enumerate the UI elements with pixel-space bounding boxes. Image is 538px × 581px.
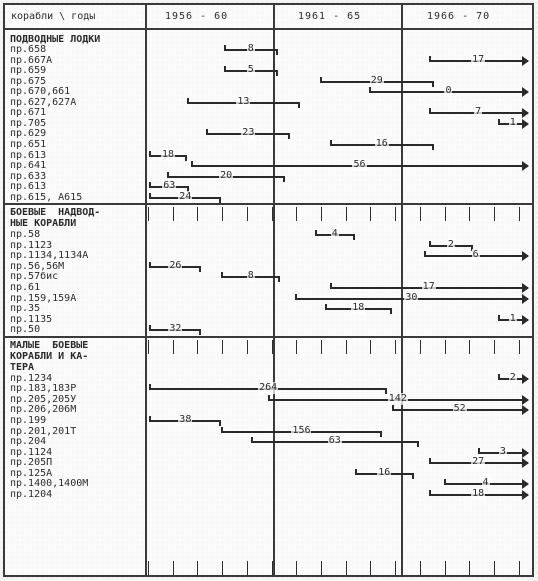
bar-start-mark	[187, 98, 189, 104]
year-tick	[370, 340, 371, 354]
year-tick	[420, 340, 421, 354]
ship-count-label: 63	[328, 435, 341, 447]
year-tick	[247, 207, 248, 221]
period-divider-1	[273, 5, 275, 575]
ship-count-label: 6	[472, 249, 479, 261]
ship-project-label: пр.201,201Т	[10, 425, 77, 437]
bar-start-mark	[206, 129, 208, 135]
year-tick	[296, 561, 297, 575]
bar-end-mark	[432, 81, 434, 87]
ship-project-label: пр.1234	[10, 372, 53, 384]
ship-count-label: 18	[472, 487, 485, 499]
bar-start-mark	[355, 469, 357, 475]
bar-start-mark	[429, 108, 431, 114]
ship-project-label: пр.199	[10, 414, 47, 426]
year-tick	[370, 207, 371, 221]
ship-project-label: пр.206,206М	[10, 404, 77, 416]
production-bar	[330, 283, 528, 293]
year-tick	[494, 561, 495, 575]
ship-project-label: пр.627,627А	[10, 96, 77, 108]
year-tick	[272, 561, 273, 575]
ship-count-label: 3	[499, 445, 506, 457]
production-bar	[149, 190, 221, 203]
year-tick	[494, 207, 495, 221]
bar-start-mark	[295, 294, 297, 300]
production-bar	[498, 116, 528, 129]
year-tick	[296, 207, 297, 221]
ship-count-label: 1	[509, 116, 516, 128]
ship-project-label: пр.205П	[10, 457, 53, 469]
bar-start-mark	[330, 283, 332, 289]
continues-arrow-icon	[522, 395, 529, 405]
year-tick	[197, 207, 198, 221]
bar-end-mark	[185, 155, 187, 161]
bar-start-mark	[149, 262, 151, 268]
ship-project-label: пр.1204	[10, 488, 53, 500]
bar-start-mark	[429, 241, 431, 247]
production-bar	[355, 466, 414, 479]
production-bar	[429, 487, 528, 500]
bar-end-mark	[219, 197, 221, 203]
ship-project-label: пр.651	[10, 138, 47, 150]
production-bar	[330, 137, 434, 150]
year-tick	[272, 340, 273, 354]
ship-count-label: 264	[259, 382, 278, 394]
ship-project-label: пр.57бис	[10, 271, 59, 283]
production-bar	[424, 251, 528, 261]
bar-end-mark	[288, 133, 290, 139]
ship-count-label: 29	[370, 74, 383, 86]
year-tick	[222, 340, 223, 354]
ship-count-label: 142	[388, 392, 407, 404]
bar-start-mark	[149, 325, 151, 331]
production-bar	[206, 129, 290, 139]
ship-project-label: пр.58	[10, 229, 41, 241]
bar-end-mark	[283, 176, 285, 182]
year-tick	[296, 340, 297, 354]
year-tick	[469, 207, 470, 221]
ship-count-label: 18	[162, 148, 175, 160]
ship-project-label: пр.1124	[10, 446, 53, 458]
continues-arrow-icon	[522, 490, 529, 500]
bar-start-mark	[149, 193, 151, 199]
bar-start-mark	[224, 66, 226, 72]
production-bar	[149, 413, 221, 426]
ship-count-label: 5	[247, 64, 254, 76]
ship-count-label: 156	[292, 424, 311, 436]
production-bar	[392, 405, 528, 415]
year-tick	[321, 207, 322, 221]
label-column-divider	[145, 5, 147, 575]
ship-count-label: 24	[179, 190, 192, 202]
bar-start-mark	[369, 87, 371, 93]
ship-count-label: 16	[375, 137, 388, 149]
bar-end-mark	[219, 420, 221, 426]
ship-count-label: 8	[247, 270, 254, 282]
bar-start-mark	[330, 140, 332, 146]
bar-start-mark	[191, 161, 193, 167]
continues-arrow-icon	[522, 251, 529, 261]
production-bar	[251, 437, 419, 447]
section-title: ПОДВОДНЫЕ ЛОДКИ	[10, 34, 101, 45]
ship-project-label: пр.658	[10, 44, 47, 55]
ship-count-label: 2	[509, 371, 516, 383]
bar-start-mark	[424, 251, 426, 257]
ship-count-label: 2	[447, 238, 454, 250]
bar-end-mark	[385, 388, 387, 394]
bar-start-mark	[498, 119, 500, 125]
production-bar	[221, 424, 382, 437]
ship-count-label: 26	[169, 259, 182, 271]
year-tick	[395, 340, 396, 354]
production-bar	[268, 392, 527, 405]
bar-end-mark	[380, 431, 382, 437]
ship-project-label: пр.1135	[10, 313, 53, 325]
year-tick	[247, 561, 248, 575]
year-tick	[519, 340, 520, 354]
production-bar	[149, 384, 386, 394]
ship-project-label: пр.613	[10, 181, 47, 193]
ship-count-label: 38	[179, 413, 192, 425]
continues-arrow-icon	[522, 161, 529, 171]
bar-end-mark	[390, 308, 392, 314]
bar-start-mark	[478, 448, 480, 454]
ship-count-label: 8	[247, 43, 254, 54]
bar-start-mark	[149, 151, 151, 157]
bar-start-mark	[167, 172, 169, 178]
production-bar	[429, 458, 528, 468]
ship-project-label: пр.35	[10, 303, 41, 315]
continues-arrow-icon	[522, 458, 529, 468]
bar-start-mark	[149, 384, 151, 390]
ship-count-label: 7	[475, 106, 482, 118]
bar-start-mark	[315, 230, 317, 236]
bar-start-mark	[221, 272, 223, 278]
ship-project-label: пр.613	[10, 149, 47, 161]
production-bar	[221, 272, 280, 282]
continues-arrow-icon	[522, 56, 529, 66]
production-bar	[498, 312, 528, 325]
period-header-2: 1961 - 65	[298, 11, 362, 22]
ship-project-label: пр.50	[10, 324, 41, 336]
ship-project-label: пр.667А	[10, 54, 53, 66]
production-bar	[444, 479, 528, 489]
year-tick	[346, 561, 347, 575]
production-bar	[320, 74, 434, 87]
ship-project-label: пр.56,56М	[10, 260, 65, 272]
year-tick	[346, 340, 347, 354]
year-tick	[321, 340, 322, 354]
year-tick	[148, 207, 149, 221]
year-tick	[445, 340, 446, 354]
production-bar	[149, 259, 201, 272]
year-tick	[469, 561, 470, 575]
period-header-3: 1966 - 70	[427, 11, 491, 22]
ship-count-label: 27	[472, 456, 485, 468]
year-tick	[148, 340, 149, 354]
bar-start-mark	[429, 490, 431, 496]
gantt-table	[3, 3, 534, 577]
bar-end-mark	[432, 144, 434, 150]
section-divider	[5, 336, 532, 338]
production-bar	[369, 87, 527, 97]
year-tick	[445, 561, 446, 575]
year-tick	[395, 561, 396, 575]
bar-end-mark	[276, 49, 278, 55]
continues-arrow-icon	[522, 119, 529, 129]
continues-arrow-icon	[522, 479, 529, 489]
section-divider	[5, 203, 532, 205]
year-tick	[222, 561, 223, 575]
year-tick	[346, 207, 347, 221]
year-tick	[420, 561, 421, 575]
production-bar	[167, 169, 286, 182]
bar-end-mark	[412, 473, 414, 479]
continues-arrow-icon	[522, 294, 529, 304]
production-bar	[429, 238, 473, 251]
ship-project-label: пр.61	[10, 282, 41, 293]
year-tick	[222, 207, 223, 221]
year-tick	[197, 561, 198, 575]
bar-start-mark	[221, 427, 223, 433]
ship-project-label: пр.1400,1400М	[10, 478, 89, 490]
year-tick	[197, 340, 198, 354]
bar-end-mark	[199, 329, 201, 335]
bar-end-mark	[298, 102, 300, 108]
year-tick	[272, 207, 273, 221]
ship-project-label: пр.1123	[10, 239, 53, 251]
continues-arrow-icon	[522, 108, 529, 118]
year-tick	[420, 207, 421, 221]
ship-project-label: пр.615, А615	[10, 191, 83, 203]
ship-count-label: 17	[422, 281, 435, 292]
ship-project-label: пр.705	[10, 117, 47, 129]
bar-end-mark	[353, 234, 355, 240]
bar-start-mark	[392, 405, 394, 411]
header-divider	[5, 28, 532, 30]
production-bar	[325, 304, 392, 314]
year-tick	[173, 340, 174, 354]
ship-project-label: пр.629	[10, 128, 47, 140]
ship-project-label: пр.675	[10, 75, 47, 87]
bar-start-mark	[498, 374, 500, 380]
year-tick	[519, 561, 520, 575]
production-bar	[187, 95, 301, 108]
year-tick	[247, 340, 248, 354]
production-bar	[429, 53, 528, 66]
ship-count-label: 13	[237, 95, 250, 107]
ship-project-label: пр.205,205У	[10, 393, 77, 405]
ship-project-label: пр.183,183Р	[10, 383, 77, 395]
year-tick	[519, 207, 520, 221]
bar-start-mark	[224, 45, 226, 51]
continues-arrow-icon	[522, 283, 529, 293]
bar-start-mark	[320, 77, 322, 83]
ship-project-label: пр.659	[10, 65, 47, 77]
continues-arrow-icon	[522, 448, 529, 458]
ship-count-label: 1	[509, 312, 516, 324]
production-bar	[224, 45, 278, 55]
ship-project-label: пр.670,661	[10, 86, 71, 98]
ship-project-label: пр.633	[10, 170, 47, 182]
ship-count-label: 52	[453, 403, 466, 415]
section-title: МАЛЫЕ БОЕВЫЕ КОРАБЛИ И КА- ТЕРА	[10, 339, 89, 373]
ship-count-label: 63	[163, 180, 176, 192]
bar-start-mark	[149, 416, 151, 422]
year-tick	[148, 561, 149, 575]
year-tick	[494, 340, 495, 354]
bar-end-mark	[417, 441, 419, 447]
bar-start-mark	[444, 479, 446, 485]
ship-count-label: 4	[331, 228, 338, 240]
ship-project-label: пр.125А	[10, 467, 53, 479]
production-bar	[149, 148, 186, 161]
continues-arrow-icon	[522, 405, 529, 415]
production-bar	[498, 371, 528, 384]
bar-start-mark	[429, 458, 431, 464]
ship-count-label: 20	[220, 169, 233, 181]
year-tick	[469, 340, 470, 354]
continues-arrow-icon	[522, 87, 529, 97]
production-bar	[295, 291, 527, 304]
production-bar	[478, 445, 527, 458]
production-bar	[315, 230, 355, 240]
ship-count-label: 30	[405, 291, 418, 303]
ship-count-label: 16	[378, 466, 391, 478]
year-tick	[445, 207, 446, 221]
section-title: БОЕВЫЕ НАДВОД- НЫЕ КОРАБЛИ	[10, 207, 101, 230]
ship-project-label: пр.641	[10, 160, 47, 172]
production-bar	[149, 325, 201, 335]
continues-arrow-icon	[522, 374, 529, 384]
ship-count-label: 56	[353, 159, 366, 171]
bar-start-mark	[268, 395, 270, 401]
ship-count-label: 17	[472, 53, 485, 65]
production-bar	[191, 161, 527, 171]
year-tick	[173, 561, 174, 575]
bar-end-mark	[276, 70, 278, 76]
year-tick	[321, 561, 322, 575]
period-header-1: 1956 - 60	[165, 11, 229, 22]
bar-start-mark	[429, 56, 431, 62]
bar-start-mark	[251, 437, 253, 443]
bar-end-mark	[199, 266, 201, 272]
ship-count-label: 0	[445, 85, 452, 97]
continues-arrow-icon	[522, 315, 529, 325]
bar-end-mark	[278, 276, 280, 282]
ship-count-label: 4	[482, 477, 489, 489]
ship-count-label: 32	[169, 323, 182, 335]
year-tick	[173, 207, 174, 221]
bar-start-mark	[325, 304, 327, 310]
ship-project-label: пр.159,159А	[10, 292, 77, 304]
year-tick	[395, 207, 396, 221]
ship-project-label: пр.1134,1134А	[10, 250, 89, 262]
year-tick	[370, 561, 371, 575]
ship-count-label: 23	[242, 127, 255, 139]
corner-header: корабли \ годы	[11, 11, 96, 22]
ship-project-label: пр.204	[10, 436, 47, 448]
bar-start-mark	[498, 315, 500, 321]
ship-project-label: пр.671	[10, 107, 47, 119]
production-bar	[224, 66, 278, 76]
ship-count-label: 18	[352, 302, 365, 314]
bar-start-mark	[149, 182, 151, 188]
